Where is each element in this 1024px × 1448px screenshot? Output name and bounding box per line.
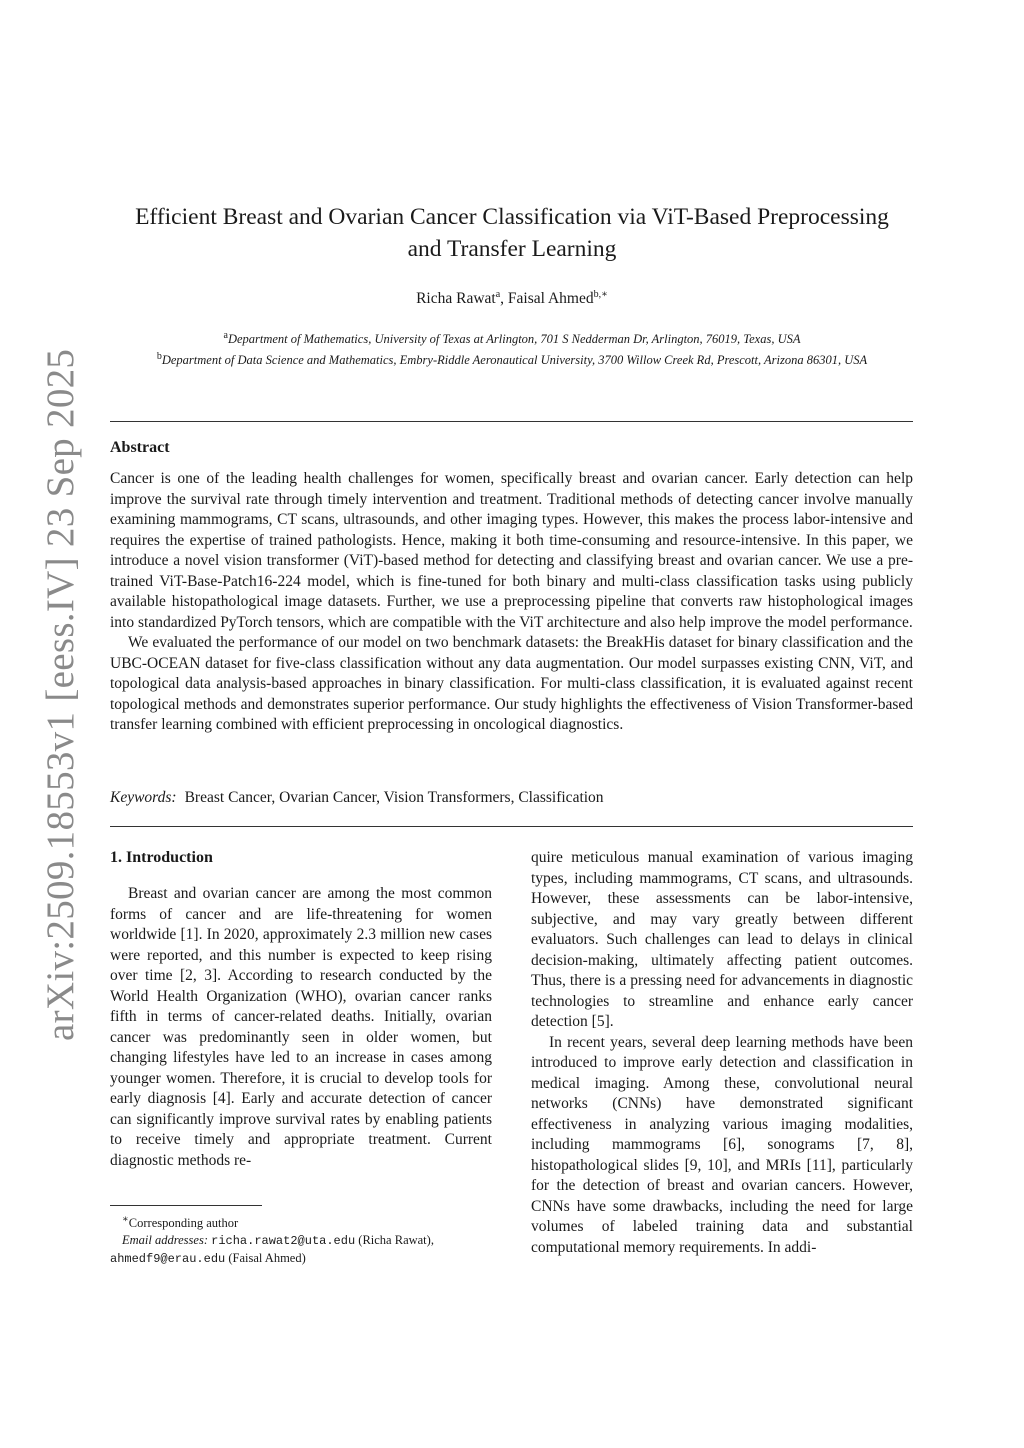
- author-name: Faisal Ahmed: [507, 290, 594, 308]
- footnote-mark: ∗: [122, 1214, 129, 1225]
- affil-mark: a: [223, 330, 228, 341]
- abstract-top-rule: [110, 421, 913, 422]
- keywords-text: Breast Cancer, Ovarian Cancer, Vision Transformers, Classification: [184, 789, 604, 806]
- affiliations: [0, 327, 1024, 369]
- footnote: [110, 1211, 492, 1268]
- abstract-paragraph: We evaluated the performance of our model on two benchmark datasets: the BreakHis dataset for binary classification and the UBC-OCEAN dataset for five-class classification without any data augmentation. Our model surpasses existing CNN, ViT, and topological data analysis-based approaches in binary classification. For multi-class classification, it is evaluated against recent topological methods and demonstrates superior performance. Our study highlights the effectiveness of Vision Transformer-based transfer learning combined with efficient preprocessing in oncological diagnostics.: [110, 634, 913, 733]
- keywords: [110, 789, 604, 807]
- right-column: [531, 848, 913, 1258]
- affil-mark: b: [156, 351, 162, 363]
- body-paragraph: quire meticulous manual examination of various imaging types, including mammograms, CT scans, and ultrasounds. However, these assessments can be labor-intensive, subjective, and may vary greatly between different evaluators. Such challenges can lead to delays in clinical decision-making, ultimately affecting patient outcomes. Thus, there is a pressing need for advancements in diagnostic technologies to streamline and enhance early cancer detection [5].: [531, 849, 913, 1030]
- affiliation-line: [0, 327, 1024, 348]
- author-affil-mark: a: [495, 289, 501, 300]
- author-affil-mark: b,∗: [593, 289, 608, 300]
- footnote-line: [110, 1232, 492, 1250]
- keywords-label: Keywords:: [110, 789, 177, 806]
- affil-text: Department of Data Science and Mathematics, Embry-Riddle Aeronautical University, 3700 Willow Creek Rd, Prescott, Arizona 86301, USA: [161, 353, 868, 368]
- author-list: [0, 289, 1024, 308]
- arxiv-identifier: arXiv:2509.18553v1 [eess.IV] 23 Sep 2025: [39, 348, 82, 1041]
- email-link[interactable]: ahmedf9@erau.edu: [110, 1252, 226, 1267]
- abstract-paragraph: Cancer is one of the leading health challenges for women, specifically breast and ovarian cancer. Early detection can help improve the survival rate through timely intervention and treatment. Traditional methods of detecting cancer involve manually examining mammograms, CT scans, ultrasounds, and other imaging types. However, this makes the process labor-intensive and requires the expertise of trained pathologists. Hence, making it both time-consuming and resource-intensive. In this paper, we introduce a novel vision transformer (ViT)-based method for detecting and classifying breast and ovarian cancer. We use a pre-trained ViT-Base-Patch16-224 model, which is fine-tuned for both binary and multi-class classification tasks using publicly available histopathological image datasets. Further, we use a preprocessing pipeline that converts raw histophological images into standardized PyTorch tensors, which are compatible with the ViT architecture and also help improve the model performance.: [110, 470, 913, 631]
- email-label: Email addresses:: [122, 1233, 208, 1248]
- affil-text: Department of Mathematics, University of Texas at Arlington, 701 S Nedderman Dr, Arlington, 76019, Texas, USA: [227, 332, 801, 347]
- footnote-line: [110, 1250, 492, 1268]
- left-column: [110, 884, 492, 1171]
- footnote-text: Corresponding author: [128, 1216, 239, 1231]
- email-link[interactable]: richa.rawat2@uta.edu: [211, 1234, 356, 1249]
- title-line-1: Efficient Breast and Ovarian Cancer Classification via ViT-Based Preprocessing: [135, 204, 889, 230]
- title-line-2: and Transfer Learning: [407, 236, 617, 262]
- abstract-body: [110, 469, 913, 736]
- author-separator: ,: [500, 290, 508, 308]
- section-heading: 1. Introduction: [110, 849, 213, 866]
- body-paragraph: Breast and ovarian cancer are among the most common forms of cancer and are life-threatening for women worldwide [1]. In 2020, approximately 2.3 million new cases were reported, and this number is expected to keep rising over time [2, 3]. According to research conducted by the World Health Organization (WHO), ovarian cancer ranks fifth in terms of cancer-related deaths. Initially, ovarian cancer was predominantly seen in older women, but changing lifestyles have led to an increase in cases among younger women. Therefore, it is crucial to develop tools for early diagnosis [4]. Early and accurate detection of cancer can significantly improve survival rates by enabling patients to receive timely and appropriate treatment. Current diagnostic methods re-: [110, 885, 492, 1169]
- abstract-heading: Abstract: [110, 439, 170, 456]
- abstract-bottom-rule: [110, 826, 913, 827]
- paper-title: [0, 201, 1024, 265]
- email-owner: (Faisal Ahmed): [228, 1251, 306, 1266]
- author-name: Richa Rawat: [416, 290, 496, 308]
- footnote-rule: [110, 1205, 262, 1206]
- footnote-line: [110, 1211, 492, 1232]
- affiliation-line: [0, 348, 1024, 369]
- email-owner: (Richa Rawat),: [358, 1233, 434, 1248]
- body-paragraph: In recent years, several deep learning methods have been introduced to improve early detection and classification in medical imaging. Among these, convolutional neural networks (CNNs) have demonstrated significant effectiveness in analyzing various imaging modalities, including mammograms [6], sonograms [7, 8], histopathological slides [9, 10], and MRIs [11], particularly for the detection of breast and ovarian cancers. However, CNNs have some drawbacks, including the need for large volumes of labeled training data and substantial computational memory requirements. In addi-: [531, 1033, 913, 1256]
